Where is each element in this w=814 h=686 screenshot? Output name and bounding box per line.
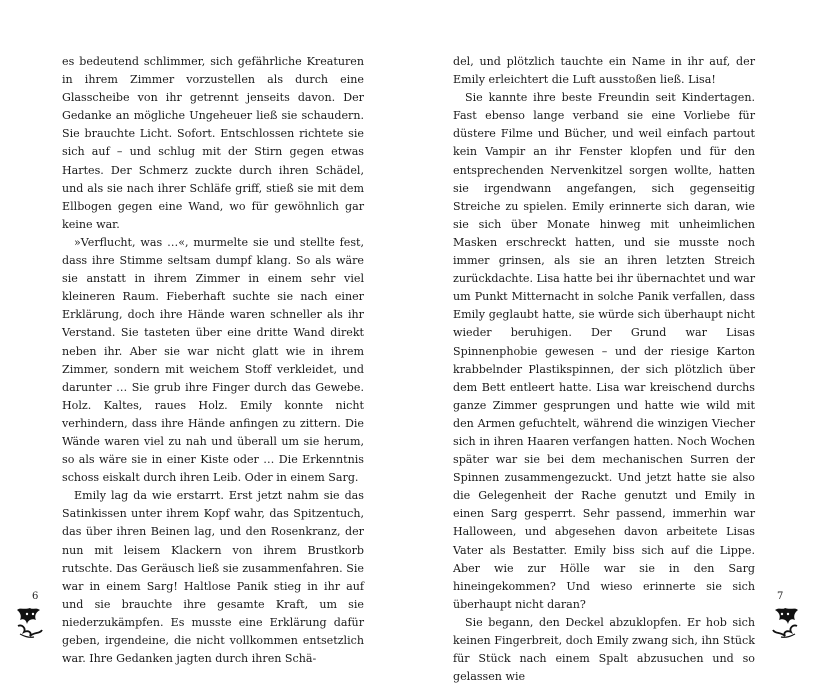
- right-page: [407, 0, 814, 684]
- left-page: [0, 0, 407, 666]
- page-number: 6: [32, 591, 39, 602]
- left-text-column: [62, 53, 364, 668]
- bat-flourish-icon: [14, 604, 46, 640]
- paragraph: Sie begann, den Deckel abzuklopfen. Er hob sich keinen Fingerbreit, doch Emily zwang sich, ihn Stück für Stück nach einem Spalt abzusuchen und so gelassen wie: [453, 615, 755, 684]
- paragraph: Sie kannte ihre beste Freundin seit Kindertagen. Fast ebenso lange verband sie eine Vorliebe für düstere Filme und Bücher, und weil einfach partout kein Vampir an ihr Fenster klopfen und für den entsprechenden Nervenkitzel sorgen wollte, hatten sie irgendwann angefangen, sich gegenseitig Streiche zu spielen. Emily erinnerte sich daran, wie sie sich über Monate hinweg mit unheimlichen Masken erschreckt hatten, und sie musste noch immer grinsen, als sie an ihren letzten Streich zurückdachte. Lisa hatte bei ihr übernachtet und war um Punkt Mitternacht in solche Panik verfallen, dass Emily geglaubt hatte, sie würde sich überhaupt nicht wieder beruhigen. Der Grund war Lisas Spinnenphobie gewesen – und der riesige Karton krabbelnder Plastikspinnen, der sich plötzlich über dem Bett entleert hatte. Lisa war kreischend durchs ganze Zimmer gesprungen und hatte wie wild mit den Armen gefuchtelt, während die winzigen Viecher sich in ihren Haaren verfangen hatten. Noch Wochen später war sie bei dem mechanischen Surren der Spinnen zusammengezuckt. Und jetzt hatte sie also die Gelegenheit der Rache genutzt und Emily in einen Sarg gesperrt. Sehr passend, immerhin war Halloween, und abgesehen davon arbeitete Lisas Vater als Bestatter. Emily biss sich auf die Lippe. Aber wie zur Hölle war sie in den Sarg hineingekommen? Und wieso erinnerte sie sich überhaupt nicht daran?: [453, 91, 755, 611]
- paragraph: es bedeutend schlimmer, sich gefährliche Kreaturen in ihrem Zimmer vorzustellen als durch eine Glasscheibe von ihr getrennt jenseits davon. Der Gedanke an mögliche Ungeheuer ließ sie schaudern. Sie brauchte Licht. Sofort. Entschlossen richtete sie sich auf – und schlug mit der Stirn gegen etwas Hartes. Der Schmerz zuckte durch ihren Schädel, und als sie nach ihrer Schläfe griff, stieß sie mit dem Ellbogen gegen eine Wand, wo für gewöhnlich gar keine war.: [62, 55, 364, 231]
- paragraph: »Verflucht, was …«, murmelte sie und stellte fest, dass ihre Stimme seltsam dumpf klang. So als wäre sie anstatt in ihrem Zimmer in einem sehr viel kleineren Raum. Fieberhaft suchte sie nach einer Erklärung, doch ihre Hände waren schneller als ihr Verstand. Sie tasteten über eine dritte Wand direkt neben ihr. Aber sie war nicht glatt wie in ihrem Zimmer, sondern mit weichem Stoff verkleidet, und darunter … Sie grub ihre Finger durch das Gewebe. Holz. Kaltes, raues Holz. Emily konnte nicht verhindern, dass ihre Hände anfingen zu zittern. Die Wände waren viel zu nah und überall um sie herum, so als wäre sie in einer Kiste oder … Die Erkenntnis schoss eiskalt durch ihren Leib. Oder in einem Sarg.: [62, 235, 364, 485]
- page-number: 7: [777, 591, 784, 602]
- paragraph: Emily lag da wie erstarrt. Erst jetzt nahm sie das Satinkissen unter ihrem Kopf wahr, das Spitzentuch, das über ihren Beinen lag, und den Rosenkranz, der nun mit leisem Klackern von ihrem Brustkorb rutschte. Das Geräusch ließ sie zusammenfahren. Sie war in einem Sarg! Haltlose Panik stieg in ihr auf und sie brauchte ihre gesamte Kraft, um sie niederzukämpfen. Es musste eine Erklärung dafür geben, irgendeine, die nicht vollkommen entsetzlich war. Ihre Gedanken jagten durch ihren Schä-: [62, 489, 364, 666]
- right-text-column: [453, 53, 755, 686]
- paragraph: del, und plötzlich tauchte ein Name in ihr auf, der Emily erleichtert die Luft ausstoßen ließ. Lisa!: [453, 55, 755, 87]
- bat-flourish-icon: [769, 604, 801, 640]
